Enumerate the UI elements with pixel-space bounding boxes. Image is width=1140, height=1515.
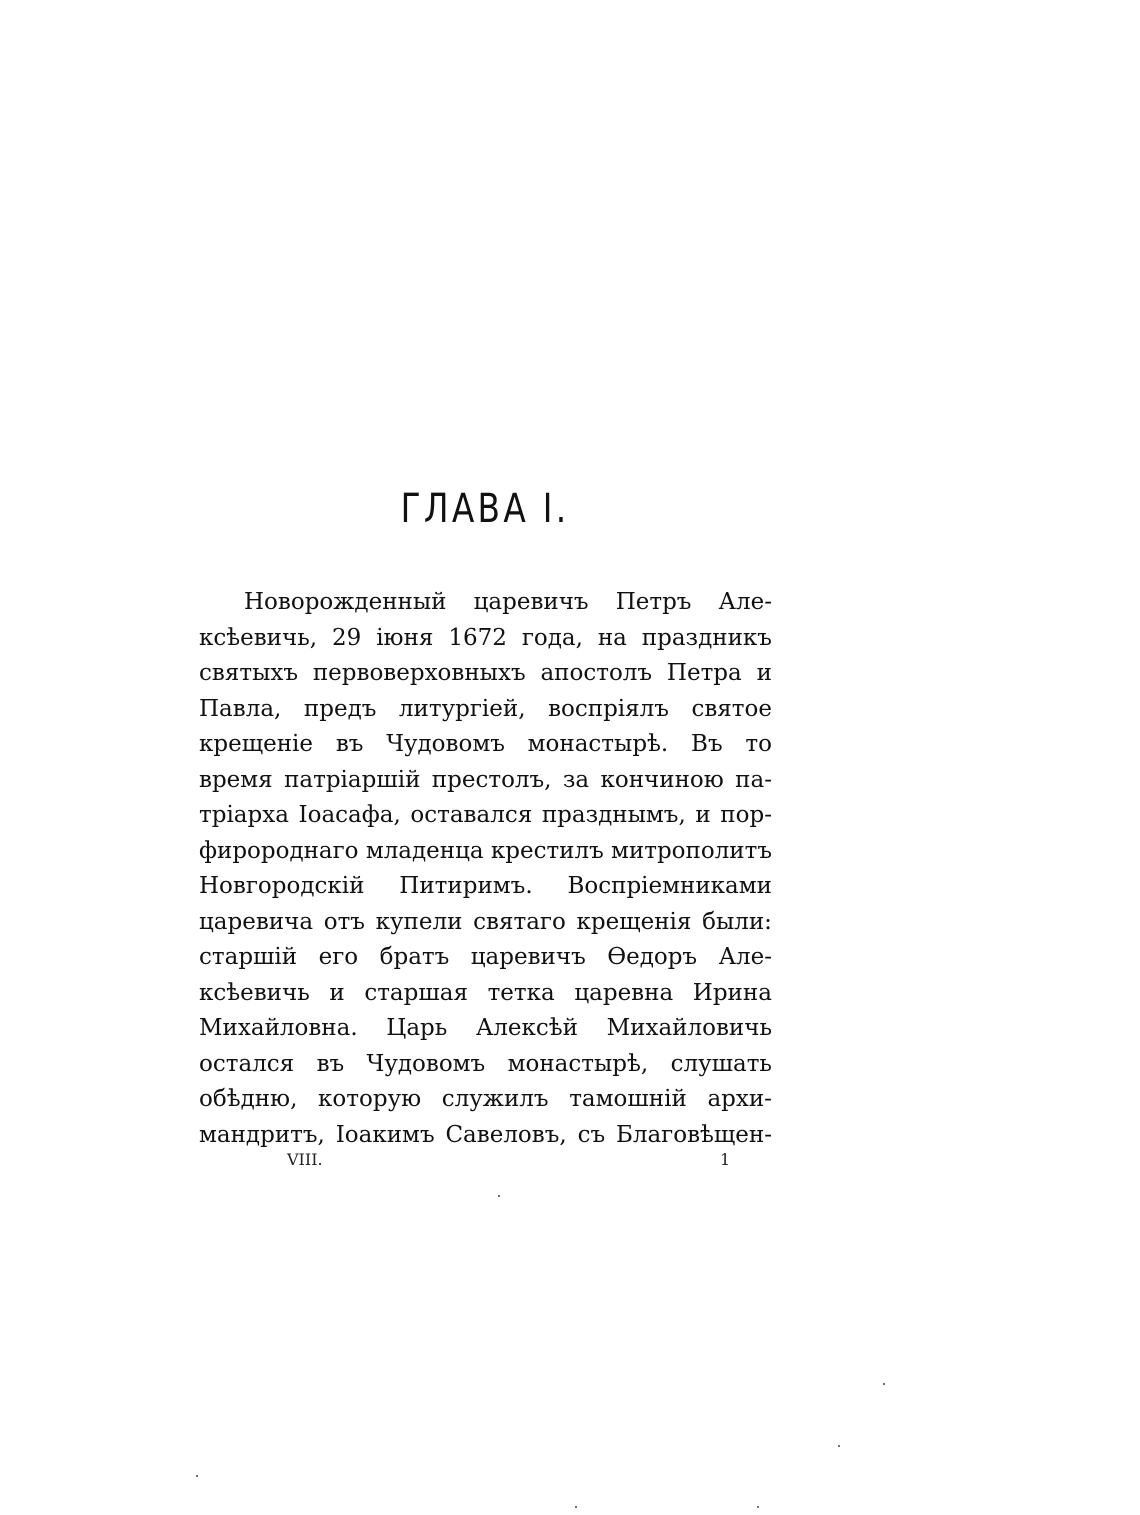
chapter-title: ГЛАВА I. — [400, 486, 570, 532]
scan-speck — [196, 1475, 198, 1477]
paragraph-line: остался въ Чудовомъ монастырѣ, слушать — [199, 1050, 772, 1077]
paragraph-line: царевича отъ купели святаго крещенія были: — [199, 908, 772, 935]
scan-speck — [575, 1506, 577, 1508]
paragraph-line: мандритъ, Іоакимъ Савеловъ, съ Благовѣщен- — [199, 1121, 772, 1148]
paragraph-line: старшій его братъ царевичъ Ѳедоръ Але- — [199, 944, 772, 970]
scan-speck — [883, 1383, 885, 1385]
printer-signature-mark: VIII. — [287, 1150, 323, 1169]
scan-speck — [838, 1445, 840, 1447]
paragraph-line: ксѣевичь и старшая тетка царевна Ирина — [199, 979, 772, 1006]
paragraph-line: Новорожденный царевичъ Петръ Але- — [244, 589, 772, 615]
paragraph-line: Павла, предъ литургіей, воспріялъ святое — [199, 695, 772, 722]
scan-speck — [498, 1195, 500, 1197]
paragraph-line: время патріаршій престолъ, за кончиною па- — [199, 766, 772, 793]
paragraph-line: святыхъ первоверховныхъ апостолъ Петра и — [199, 660, 772, 686]
paragraph-line: Михайловна. Царь Алексѣй Михайловичь — [199, 1015, 772, 1041]
paragraph-line: Новгородскій Питиримъ. Воспріемниками — [199, 873, 772, 899]
page-number: 1 — [720, 1150, 731, 1169]
scan-speck — [757, 1506, 759, 1508]
paragraph-line: крещеніе въ Чудовомъ монастырѣ. Въ то — [199, 731, 772, 757]
chapter-paragraph — [199, 585, 772, 1153]
paragraph-line: тріарха Іоасафа, оставался празднымъ, и пор- — [199, 802, 772, 828]
paragraph-line: ксѣевичь, 29 іюня 1672 года, на праздникъ — [199, 624, 772, 651]
paragraph-line: фиророднаго младенца крестилъ митрополитъ — [199, 837, 772, 864]
paragraph-line: обѣдню, которую служилъ тамошній архи- — [199, 1086, 772, 1112]
